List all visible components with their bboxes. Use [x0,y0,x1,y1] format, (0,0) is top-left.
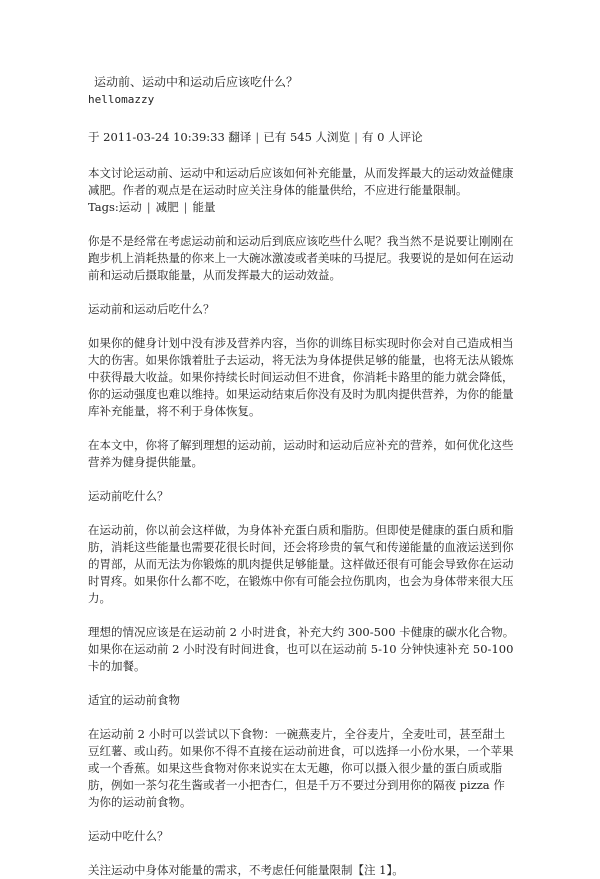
paragraph-intro: 你是不是经常在考虑运动前和运动后到底应该吃些什么呢？我当然不是说要让刚刚在跑步机上消耗热量的你来上一大碗冰激凌或者美味的马提尼。我要说的是如何在运动前和运动后摄取能量，从而发挥最大的运动效益。 [88,234,514,282]
section-heading-during: 运动中吃什么？ [88,829,169,843]
article-tags [88,199,516,216]
tag-separator: | [183,200,188,214]
article-summary: 本文讨论运动前、运动中和运动后应该如何补充能量，从而发挥最大的运动效益健康减肥。作者的观点是在运动时应关注身体的能量供给，不应进行能量限制。 [88,166,514,197]
tag-link[interactable]: 减肥 [155,200,179,214]
meta-date: 于 2011-03-24 10:39:33 翻译 [88,130,252,144]
paragraph-before-exercise: 在运动前，你以前会这样做，为身体补充蛋白质和脂肪。但即使是健康的蛋白质和脂肪，消耗这些能量也需要花很长时间，还会将珍贵的氧气和传递能量的血液运送到你的胃部，从而无法为你锻炼的肌肉提供足够能量。这样做还很有可能会导致你在运动时胃疼。如果你什么都不吃，在锻炼中你有可能会拉伤肌肉，也会为身体带来很大压力。 [88,523,514,605]
section-heading-before-after: 运动前和运动后吃什么？ [88,302,215,316]
section-heading-before: 运动前吃什么？ [88,489,169,503]
tag-separator: | [146,200,151,214]
meta-views: 已有 545 人浏览 [263,130,351,144]
paragraph-during: 关注运动中身体对能量的需求，不考虑任何能量限制【注 1】。 [88,863,404,877]
paragraph-nutrition-plan: 如果你的健身计划中没有涉及营养内容，当你的训练目标实现时你会对自己造成相当大的伤害。如果你饿着肚子去运动，将无法为身体提供足够的能量，也将无法从锻炼中获得最大收益。如果你持续长时间运动但不进食，你消耗卡路里的能力就会降低，你的运动强度也难以维持。如果运动结束后你没有及时为肌肉提供营养，为你的能量库补充能量，将不利于身体恢复。 [88,336,514,418]
paragraph-overview: 在本文中，你将了解到理想的运动前，运动时和运动后应补充的营养，如何优化这些营养为健身提供能量。 [88,438,514,469]
meta-separator: | [354,130,358,144]
tags-label: Tags: [88,200,119,214]
tag-link[interactable]: 能量 [192,200,216,214]
paragraph-pre-foods: 在运动前 2 小时可以尝试以下食物：一碗燕麦片，全谷麦片，全麦吐司，甚至甜土豆红薯、或山药。如果你不得不直接在运动前进食，可以选择一小份水果，一个苹果或一个香蕉。如果这些食物对你来说实在太无趣，你可以摄入很少量的蛋白质或脂肪，例如一茶匀花生酱或者一小把杏仁，但是千万不要过分到用你的隔夜 pizza 作为你的运动前食物。 [88,727,514,809]
article-author[interactable]: hellomazzy [88,93,155,106]
article-title: 运动前、运动中和运动后应该吃什么？ [94,75,299,89]
section-heading-pre-foods: 适宜的运动前食物 [88,693,180,707]
article-meta [88,129,516,146]
paragraph-ideal-timing: 理想的情况应该是在运动前 2 小时进食，补充大约 300-500 卡健康的碳水化合物。如果你在运动前 2 小时没有时间进食，也可以在运动前 5-10 分钟快速补充 50-100 卡的加餐。 [88,625,515,673]
article [88,74,516,879]
meta-separator: | [255,130,260,144]
meta-comments[interactable]: 有 0 人评论 [361,130,423,144]
tag-link[interactable]: 运动 [118,200,142,214]
